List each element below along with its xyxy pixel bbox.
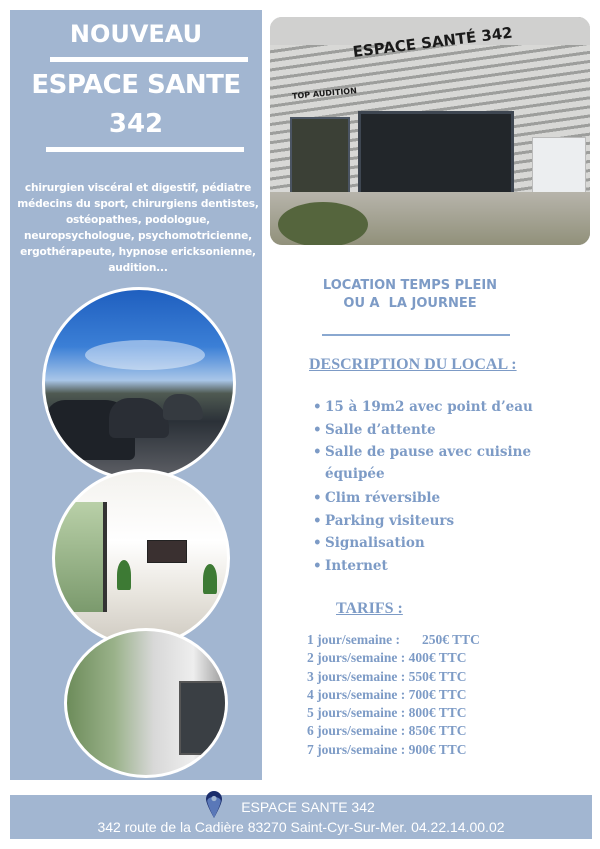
- building-facade-photo: [270, 17, 590, 245]
- feature-text: Internet: [325, 557, 388, 574]
- bullet-icon: •: [313, 444, 322, 460]
- feature-text: Salle d’attente: [325, 421, 436, 438]
- tarif-price: 800€ TTC: [408, 705, 467, 721]
- tarif-label: 1 jour/semaine :: [307, 632, 400, 647]
- tarif-row: [307, 649, 480, 667]
- divider: [50, 57, 248, 62]
- glass-door: [179, 681, 227, 755]
- title-nouveau: NOUVEAU: [69, 20, 203, 48]
- plant: [203, 564, 217, 594]
- feature-text: Parking visiteurs: [325, 512, 455, 529]
- bullet-icon: •: [313, 535, 322, 551]
- tarifs-table: [307, 631, 480, 759]
- bullet-icon: •: [313, 399, 322, 415]
- footer-business-name: ESPACE SANTE 342: [241, 799, 375, 815]
- bullet-icon: •: [313, 421, 322, 438]
- bush: [278, 202, 368, 245]
- feature-text: Signalisation: [325, 535, 425, 551]
- features-list: [313, 396, 555, 577]
- description-title: DESCRIPTION DU LOCAL :: [309, 356, 517, 373]
- secondary-sign: TOP AUDITION: [291, 86, 358, 101]
- rental-heading: [300, 277, 520, 313]
- tarifs-title: TARIFS :: [336, 600, 403, 617]
- tarif-row: [307, 704, 480, 722]
- feature-text: Salle de pause avec cuisine équipée: [325, 444, 532, 482]
- tarif-label: 3 jours/semaine :: [307, 668, 406, 684]
- feature-item: [313, 487, 555, 510]
- car: [163, 394, 203, 420]
- bullet-icon: •: [313, 557, 322, 574]
- tarif-row: [307, 722, 480, 740]
- bullet-icon: •: [313, 512, 322, 529]
- tarif-label: 6 jours/semaine :: [307, 723, 406, 739]
- tarif-price: 250€ TTC: [422, 632, 480, 647]
- building-sign: ESPACE SANTÉ 342: [351, 23, 514, 61]
- tarif-row: [307, 741, 480, 759]
- tarif-label: 5 jours/semaine :: [307, 705, 406, 721]
- feature-text: Clim réversible: [325, 490, 441, 506]
- feature-item: [313, 532, 555, 555]
- feature-item: [313, 441, 555, 485]
- divider: [46, 147, 244, 152]
- waiting-room-photo: [52, 469, 230, 647]
- tarif-price: 550€ TTC: [408, 668, 467, 684]
- tarif-price: 400€ TTC: [408, 650, 467, 666]
- footer-address: 342 route de la Cadière 83270 Saint-Cyr-Sur-Mer. 04.22.14.00.02: [97, 819, 505, 835]
- tv-screen: [147, 540, 187, 563]
- feature-item: [313, 419, 555, 442]
- plant: [117, 560, 131, 590]
- shop-window: [290, 117, 350, 195]
- tarif-label: 2 jours/semaine :: [307, 650, 406, 666]
- rental-heading-line2: OU A LA JOURNEE: [343, 296, 477, 311]
- divider: [322, 334, 510, 336]
- tarif-price: 850€ TTC: [408, 723, 467, 739]
- feature-item: [313, 396, 555, 419]
- building-exterior-photo: [64, 628, 228, 778]
- feature-text: 15 à 19m2 avec point d’eau: [325, 399, 533, 415]
- feature-item: [313, 555, 555, 578]
- tarif-row: [307, 686, 480, 704]
- title-espace-sante: ESPACE SANTE: [31, 70, 241, 100]
- parking-photo: [42, 287, 236, 481]
- rental-heading-line1: LOCATION TEMPS PLEIN: [322, 278, 498, 293]
- car: [109, 398, 169, 438]
- tarif-label: 4 jours/semaine :: [307, 686, 406, 702]
- tarif-row: [307, 631, 480, 649]
- tarif-label: 7 jours/semaine :: [307, 741, 406, 757]
- title-number: 342: [108, 109, 164, 139]
- tarif-price: 700€ TTC: [408, 686, 467, 702]
- cloud: [85, 340, 205, 370]
- tarif-price: 900€ TTC: [408, 741, 467, 757]
- feature-item: [313, 510, 555, 533]
- notice-board: [532, 137, 586, 197]
- window: [55, 502, 107, 612]
- tarif-row: [307, 668, 480, 686]
- specialties-list: chirurgien viscéral et digestif, pédiatre médecins du sport, chirurgiens dentistes, ostéopathes, podologue, neuropsychologue, psychomotricienne, ergothérapeute, hypnose ericksonienne, audition...: [17, 182, 259, 274]
- footer-contact-bar: [10, 795, 592, 839]
- bullet-icon: •: [313, 490, 322, 506]
